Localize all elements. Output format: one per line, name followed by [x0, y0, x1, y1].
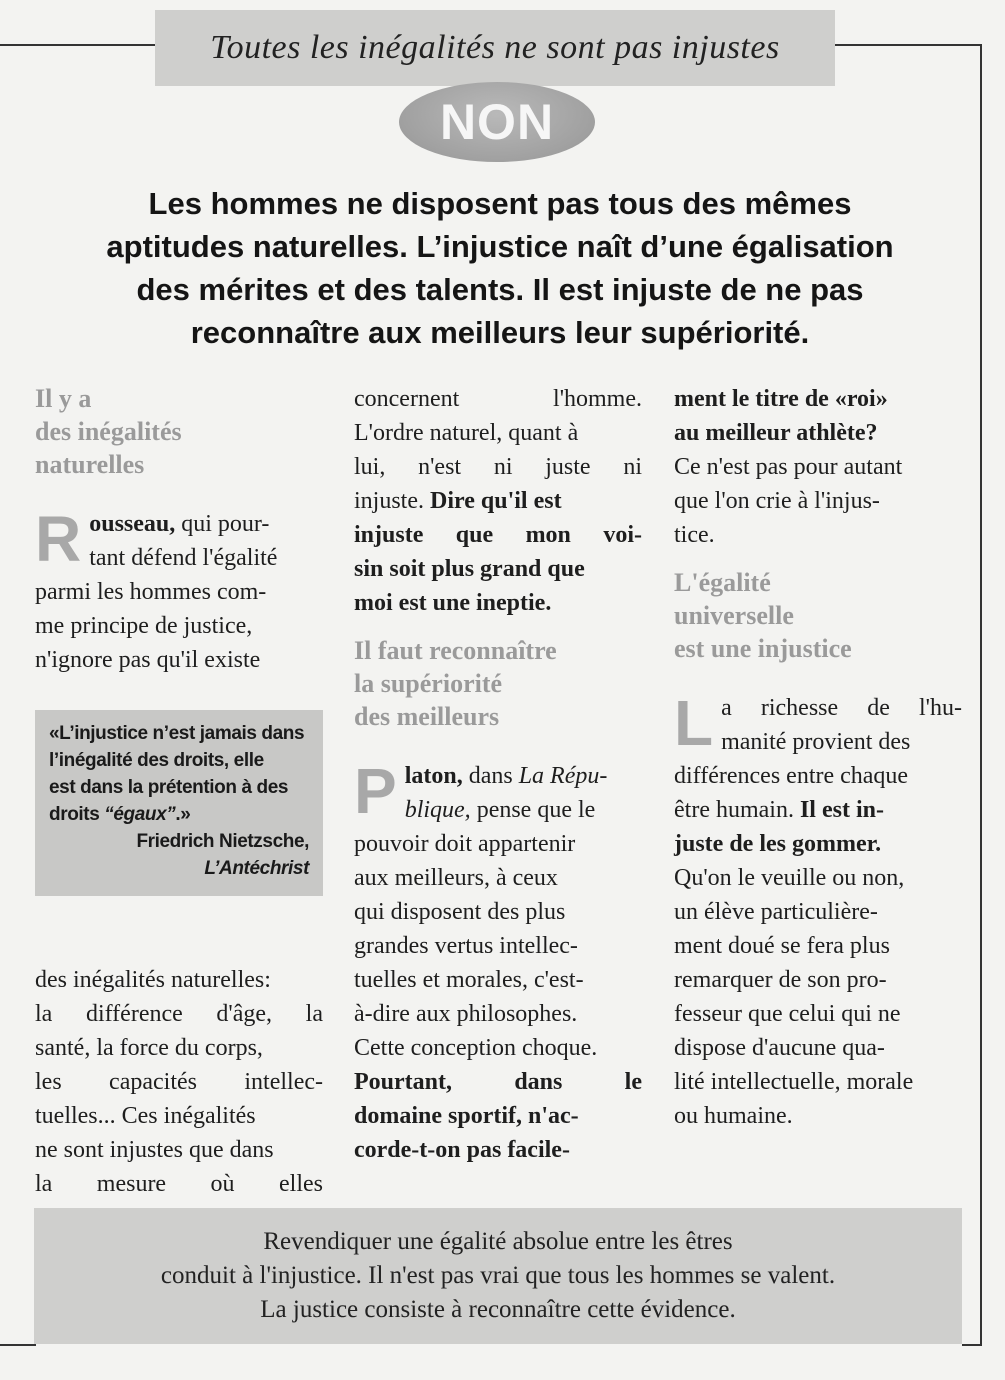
non-badge: [399, 82, 595, 162]
dropcap-l: L: [674, 687, 714, 759]
non-badge-label: NON: [439, 94, 555, 150]
subhead-superiorite-meilleurs: Il faut reconnaître la supériorité des meilleurs: [354, 636, 557, 731]
page-title-box: [155, 10, 835, 86]
dropcap-p: P: [354, 755, 397, 827]
lead-line: des mérites et des talents. Il est injuste de ne pas: [136, 272, 864, 307]
richesse-paragraph: L a richesse de l'hu- manité provient des différences entre chaque être humain. Il est in- juste de les gommer. Qu'on le veuille ou non, un élève particulière- ment doué se fera plus remarquer de son pro- fesseur que celui qui ne dispose d'aucune qua- lité intellectuelle, morale ou humaine.: [674, 687, 962, 1129]
lead-paragraph: [60, 182, 940, 354]
quote-work: L’Antéchrist: [204, 858, 309, 879]
nietzsche-quote-box: «L’injustice n’est jamais dans l’inégalité des droits, elle est dans la prétention à des droits “égaux”.» Friedrich Nietzsche, L’Antéchrist: [35, 710, 323, 896]
subhead-egalite-universelle: L'égalité universelle est une injustice: [674, 568, 852, 663]
frame-line-right: [980, 44, 982, 1344]
conclusion-line: Revendiquer une égalité absolue entre les êtres: [263, 1228, 733, 1255]
platon-paragraph: P laton, dans La Répu- blique, pense que le pouvoir doit appartenir aux meilleurs, à ceux qui disposent des plus grandes vertus intellec- tuelles et morales, c'est- à-dire aux philosophes. Cette conception choque. Pourtant, dans le domaine sportif, n'ac- corde-t-on pas facile-: [354, 755, 642, 1163]
subhead-inegalites-naturelles: Il y a des inégalités naturelles: [35, 384, 182, 479]
lead-line: reconnaître aux meilleurs leur supériorité.: [190, 315, 810, 350]
frame-line-bottom-left: [0, 1344, 36, 1346]
frame-line-top-right: [834, 44, 982, 46]
page-title: Toutes les inégalités ne sont pas injustes: [210, 29, 780, 66]
inegalites-paragraph: des inégalités naturelles: la différence d'âge, la santé, la force du corps, les capacités intellec- tuelles... Ces inégalités ne sont injustes que dans la mesure où elles: [35, 967, 323, 1197]
frame-line-top-left: [0, 44, 156, 46]
conclusion-line: conduit à l'injustice. Il n'est pas vrai que tous les hommes se valent.: [160, 1262, 836, 1289]
column-2: concernent l'homme. L'ordre naturel, quant à lui, n'est ni juste ni injuste. Dire qu'il est injuste que mon voi- sin soit plus grand que moi est une ineptie. Il faut reconnaître la supériorité des meilleurs P laton, dans La Répu- blique, pense que le pouvoir doit appartenir aux meilleurs, à ceux qui disposent des plus grandes vertus intellec- tuelles et morales, c'est- à-dire aux philosophes. Cette conception choque. Pourtant, dans le domaine sportif, n'ac- corde-t-on pas facile-: [354, 382, 642, 1167]
conclusion-box: [34, 1208, 962, 1344]
lead-line: aptitudes naturelles. L’injustice naît d’une égalisation: [106, 229, 894, 264]
column-3: ment le titre de «roi» au meilleur athlète? Ce n'est pas pour autant que l'on crie à l'injus- tice. L'égalité universelle est une injustice L a richesse de l'hu- manité provient des différences entre chaque être humain. Il est in- juste de les gommer. Qu'on le veuille ou non, un élève particulière- ment doué se fera plus remarquer de son pro- fesseur que celui qui ne dispose d'aucune qua- lité intellectuelle, morale ou humaine.: [674, 382, 962, 1133]
lead-line: Les hommes ne disposent pas tous des mêmes: [148, 186, 852, 221]
rousseau-paragraph: R ousseau, qui pour- tant défend l'égalité parmi les hommes com- me principe de justice, n'ignore pas qu'il existe: [35, 503, 278, 673]
quote-author: Friedrich Nietzsche,: [136, 831, 309, 852]
conclusion-line: La justice consiste à reconnaître cette évidence.: [260, 1296, 736, 1323]
frame-line-bottom-right: [962, 1344, 982, 1346]
dropcap-r: R: [35, 503, 82, 575]
